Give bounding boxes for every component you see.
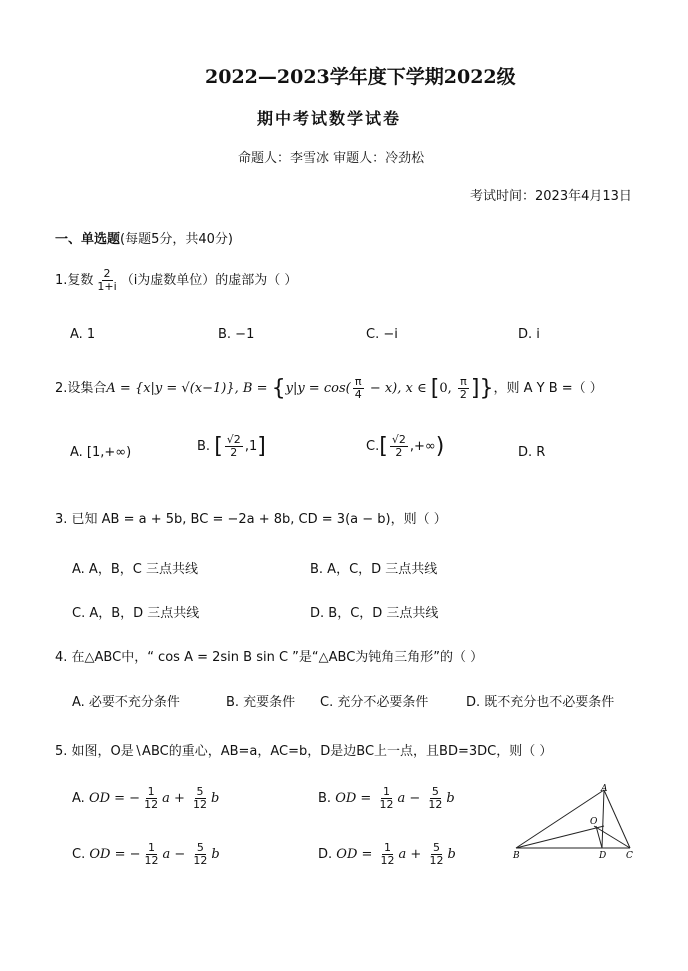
q5-option-a-n2: 5: [196, 785, 204, 798]
exam-time: 考试时间：2023年4月13日: [470, 189, 632, 204]
q2-option-b-den: 2: [230, 446, 238, 460]
q2-interval-fraction: [458, 376, 469, 401]
q2-option-b-tail: ,1: [244, 439, 258, 455]
q5-option-d-pre: OD =: [336, 847, 377, 863]
q5-option-c-frac1: [143, 842, 161, 867]
q2-left-bracket: [: [430, 375, 440, 401]
exam-subtitle: 期中考试数学试卷: [257, 109, 402, 128]
q5-option-d-frac1: [379, 842, 397, 867]
q5-option-b-n1: 1: [382, 785, 390, 798]
label-a: A: [601, 784, 608, 794]
q2-prefix: 2.设集合: [55, 381, 107, 397]
q2-pi-num: π: [354, 375, 362, 388]
label-b: B: [513, 851, 520, 860]
q5-triangle-figure: [508, 782, 640, 860]
q5-option-c-d2: 12: [193, 854, 208, 868]
q5-option-c-pre: OD = −: [89, 847, 141, 863]
q5-option-c-d1: 12: [144, 854, 159, 868]
q1-frac-num: 2: [103, 267, 111, 280]
q2-suffix: ，则 A Y B =（ ）: [493, 381, 603, 397]
label-c: C: [626, 851, 633, 860]
q5-option-a-frac1: [142, 786, 160, 811]
q2-set-b-inner: y|y = cos(: [285, 381, 351, 397]
q5-option-b: [318, 786, 455, 811]
q2-option-c: [366, 434, 444, 459]
q5-option-a-d2: 12: [193, 798, 207, 812]
q5-option-d-frac2: [427, 842, 445, 867]
label-o: O: [590, 817, 598, 827]
q5-option-d: [318, 842, 456, 867]
q5-option-b-frac2: [426, 786, 444, 811]
q5-option-b-d2: 12: [428, 798, 443, 812]
q1-option-c: C. −i: [366, 327, 398, 342]
q5-option-c-mid: a −: [162, 847, 190, 863]
edge-ac: [604, 790, 630, 848]
section-heading-note: (每题5分，共40分): [120, 232, 233, 247]
q5-option-b-n2: 5: [431, 785, 439, 798]
q2-option-c-lbracket: [: [379, 433, 388, 459]
q5-option-b-mid: a −: [397, 791, 425, 807]
q1-fraction: [95, 268, 118, 293]
q5-option-c-post: b: [211, 847, 220, 863]
question-1-stem: [55, 268, 297, 293]
q4-option-b: B. 充要条件: [226, 695, 296, 710]
q5-option-a-mid: a +: [162, 791, 189, 807]
q2-option-b-fraction: [225, 434, 243, 459]
q5-option-c-n1: 1: [148, 841, 155, 854]
label-d: D: [599, 851, 607, 860]
q2-option-b-num: √2: [226, 433, 241, 446]
q5-option-d-label: D.: [318, 847, 333, 863]
q1-option-b: B. −1: [218, 327, 255, 342]
q4-option-d: D. 既不充分也不必要条件: [466, 695, 615, 710]
q2-option-b: [197, 434, 266, 459]
q5-option-b-frac1: [377, 786, 395, 811]
q3-option-b: B. A，C，D 三点共线: [310, 562, 438, 577]
q2-pi-den: 4: [354, 388, 362, 402]
q2-option-c-num: √2: [391, 433, 406, 446]
q2-right-brace: }: [479, 375, 494, 401]
question-2-stem: [55, 376, 603, 401]
q4-option-c: C. 充分不必要条件: [320, 695, 429, 710]
exam-authors: 命题人：李雪冰 审题人：冷劲松: [238, 151, 425, 166]
q1-frac-den: 1+i: [97, 280, 117, 294]
segment-ad: [602, 790, 604, 848]
q2-option-b-lbracket: [: [214, 433, 223, 459]
q1-option-d: D. i: [518, 327, 540, 342]
q5-option-a-pre: OD = −: [88, 791, 141, 807]
segment-bo: [516, 826, 604, 848]
q5-option-c-n2: 5: [196, 841, 204, 854]
q5-option-c-label: C.: [72, 847, 86, 863]
q2-option-b-rbracket: ]: [257, 433, 266, 459]
q2-option-c-den: 2: [395, 446, 403, 460]
q2-option-c-rparen: ): [435, 433, 445, 459]
q5-option-d-d2: 12: [429, 854, 444, 868]
q1-suffix: （i为虚数单位）的虚部为（ ）: [120, 273, 298, 289]
q5-option-b-label: B.: [318, 791, 332, 807]
q3-option-d: D. B，C，D 三点共线: [310, 606, 439, 621]
q2-interval-left: 0,: [439, 381, 456, 397]
q5-option-a-post: b: [211, 791, 220, 807]
q3-option-c: C. A，B，D 三点共线: [72, 606, 200, 621]
q5-option-a-label: A.: [72, 791, 85, 807]
q3-option-a: A. A，B，C 三点共线: [72, 562, 198, 577]
q4-option-a: A. 必要不充分条件: [72, 695, 180, 710]
q2-set-a: A = {x|y = √(x−1)}, B =: [106, 381, 272, 397]
q5-option-d-n2: 5: [432, 841, 440, 854]
q5-option-d-n1: 1: [384, 841, 392, 854]
exam-title: 2022—2023学年度下学期2022级: [205, 66, 516, 88]
q2-set-b-tail: − x), x ∈: [365, 381, 431, 397]
q2-option-c-fraction: [390, 434, 408, 459]
q2-right-bracket: ]: [470, 375, 480, 401]
q2-option-b-label: B.: [197, 439, 211, 455]
q2-option-c-label: C.: [366, 439, 380, 455]
q5-option-d-mid: a +: [398, 847, 426, 863]
q2-int-den: 2: [459, 388, 467, 402]
q1-option-a: A. 1: [70, 327, 96, 342]
q2-option-c-tail: ,+∞: [409, 439, 436, 455]
q5-option-c: [72, 842, 220, 867]
question-5-stem: 5. 如图，O是∖ABC的重心，AB=a，AC=b，D是边BC上一点，且BD=3DC，则（ ）: [55, 744, 553, 759]
question-4-stem: 4. 在△ABC中，“ cos A = 2sin B sin C ”是“△ABC为钝角三角形”的（ ）: [55, 650, 484, 665]
q2-option-a: A. [1,+∞): [70, 445, 132, 460]
q2-option-d: D. R: [518, 445, 546, 460]
q5-option-d-d1: 12: [380, 854, 395, 868]
q2-left-brace: {: [271, 375, 286, 401]
q5-option-a-frac2: [191, 786, 209, 811]
q5-option-c-frac2: [191, 842, 209, 867]
q5-option-b-d1: 12: [379, 798, 394, 812]
q5-option-a-d1: 12: [144, 798, 159, 812]
q5-option-b-post: b: [446, 791, 455, 807]
question-3-stem: 3. 已知 AB = a + 5b, BC = −2a + 8b, CD = 3(a − b)，则（ ）: [55, 512, 447, 527]
q5-option-a-n1: 1: [147, 785, 155, 798]
q1-prefix: 1.复数: [55, 273, 94, 289]
q5-option-a: [72, 786, 219, 811]
q2-int-num: π: [460, 375, 467, 388]
q5-option-d-post: b: [447, 847, 456, 863]
q2-pi-fraction: [353, 376, 364, 401]
section-heading: [55, 228, 233, 247]
q5-option-b-pre: OD =: [335, 791, 376, 807]
section-heading-title: 一、单选题: [55, 232, 121, 247]
